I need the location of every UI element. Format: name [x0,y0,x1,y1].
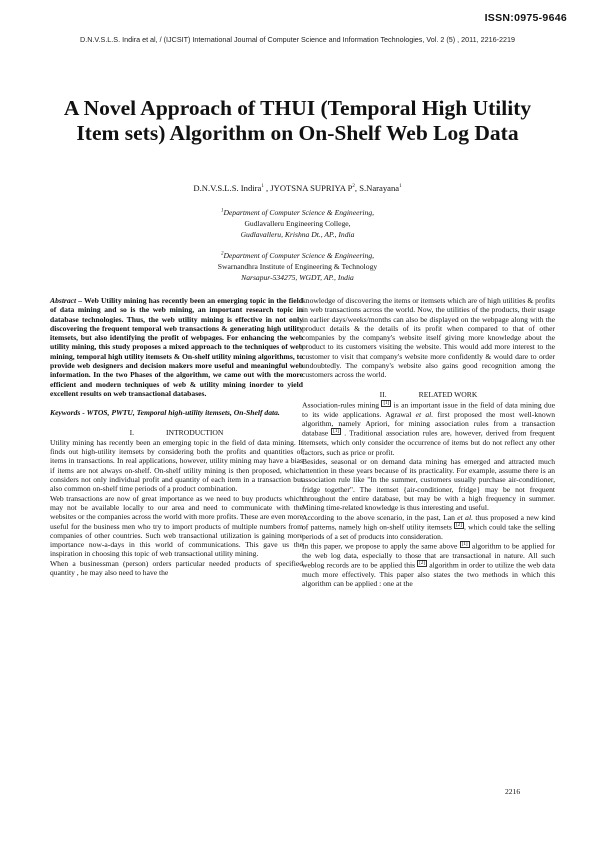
paragraph: According to the above scenario, in the past, Lan et al. thus proposed a new kind of patterns, namely high on-shelf utility itemsets [2] , which could take the selling periods of a set of products into consideration. [302,512,555,541]
affiliation-institution: Swarnandhra Institute of Engineering & Technology [217,262,378,271]
paragraph: Web transactions are now of great importance as we need to buy products which may not be available locally to our area and need to communicate with the websites or the companies across the world with more profits. These are even more useful for the business men who try to import products of multiple numbers from companies of other countries. Such web transactional utilization is gaining more importance now-a-days in this world of communications. This gave us the inspiration in choosing this topic of web transactional utility mining. [50,493,303,559]
journal-header: D.N.V.S.L.S. Indira et al, / (IJCSIT) International Journal of Computer Science and Information Technologies, Vol. 2 (5) , 2011, 2216-2219 [80,35,515,44]
abstract-label: Abstract – [50,296,83,305]
paper-title: A Novel Approach of THUI (Temporal High Utility Item sets) Algorithm on On-Shelf Web Log Data [63,96,532,145]
citation-link[interactable]: [1] [461,542,468,548]
citation-link[interactable]: [2] [419,561,426,567]
affiliation-institution: Gudlavalleru Engineering College, [244,219,351,228]
author-name: S.Narayana [359,183,400,193]
citation-link[interactable]: [2] [456,522,462,528]
section-title: INTRODUCTION [166,427,224,437]
abstract [50,296,303,398]
citation-link[interactable]: [1] [333,429,340,435]
issn-label: ISSN:0975-9646 [484,12,567,24]
keywords-label: Keywords [50,408,81,418]
affiliation-department: Department of Computer Science & Engineering, [223,251,375,260]
citation-link[interactable]: [1] [383,400,390,406]
keywords [50,408,303,417]
page-number: 2216 [505,787,521,796]
abstract-text: Web Utility mining has recently been an emerging topic in the field of data mining and so is the web mining, an important research topic in database technologies. Thus, the web utility mining is effective in not only discovering the frequent temporal web transactions & generating high utility itemsets, but also identifying the profit of webpages. For enhancing the web utility mining, this study proposes a mixed approach to the techniques of web mining, temporal high utility itemsets & On-shelf utility mining algorithms, to provide web designers and decision makers more useful and meaningful web information. In the two Phases of the algorithm, we came out with the more efficient and modern techniques of web & utility mining inorder to yield excellent results on web transactional databases. [50,296,303,398]
section-title: RELATED WORK [418,389,478,399]
affiliation-mark: 2 [220,251,224,257]
affiliation-department: Department of Computer Science & Engineering, [223,208,375,217]
section-heading [50,428,303,437]
section-number: II. [379,389,387,399]
section-number: I. [129,427,135,437]
left-column [50,296,303,577]
author-name: JYOTSNA SUPRIYA P [270,183,353,193]
paragraph: Association-rules mining [1] is an important issue in the field of data mining due to its wide applications. Agrawal et al. first proposed the most well-known algorithm, namely Apriori, for mining association rules from a transaction database [1] . Traditional association rules are, however, derived from frequent itemsets, which only consider the occurrence of items but do not reflect any other factors, such as price or profit. [302,400,555,457]
paragraph: knowledge of discovering the items or itemsets which are of high utilities & profits in web transactions across the world. Now, the utilities of the products, their usage in earlier days/weeks/months can also be displayed on the webpage along with the product details & the details of its profit when compared to that of other companies by the company's website itself giving more knowledge about the product to its customers visiting the website. This would add more interest to the customer to visit that company's website more confidently & would dare to order undoubtedly. The company's website also gains good recognition among the customers across the world. [302,296,555,380]
author-affiliation-mark: 2 [352,184,355,190]
author-affiliation-mark: 1 [261,184,264,190]
author-line: D.N.V.S.L.S. Indira$^1$ , JYOTSNA SUPRIYA $P^2$, S.Narayana$^1$ [193,183,402,193]
paragraph: When a businessman (person) orders particular needed products of specified quantity , he may also need to have the [50,558,303,578]
paragraph: Utility mining has recently been an emerging topic in the field of data mining. It finds out high-utility itemsets by considering both the profits and quantities of items in transactions. In real applications, however, utility mining may have a bias if items are not always on-shelf. On-shelf utility mining is then proposed, which considers not only individual profit and quantity of each item in a transaction but also common on-shelf time periods of a product combination. [50,437,303,494]
affiliation-block [0,207,595,240]
paragraph: Besides, seasonal or on demand data mining has emerged and attracted much attention in these years because of its practicality. For example, assume there is an association rule like "In the summer, customers usually purchase air-conditioner, fridge together". The itemset {air-conditioner, fridge} may be not frequent throughout the entire database, but may be with a high frequency in summer. Mining time-related knowledge is thus interesting and useful. [302,456,555,513]
affiliation-mark: 1 [220,208,224,214]
author-affiliation-mark: 1 [399,184,402,190]
right-column [302,296,555,589]
paragraph: In this paper, we propose to apply the same above [1] algorithm to be applied for the web log data, especially to those that are transactional in nature. All such weblog records are to be applied this [2] algorithm in order to utilize the web data much more effectively. This paper also states the two methods in which this algorithm can be applied : one at the [302,541,555,589]
keywords-text: - WTOS, PWTU, Temporal high-utility itemsets, On-Shelf data. [80,408,280,418]
affiliation-block [0,250,595,283]
author-name: D.N.V.S.L.S. Indira [193,183,262,193]
affiliation-location: Gudlavalleru, Krishna Dt., AP., India [240,230,355,239]
affiliation-location: Narsapur-534275, WGDT, AP., India [241,273,354,282]
section-heading [302,390,555,399]
